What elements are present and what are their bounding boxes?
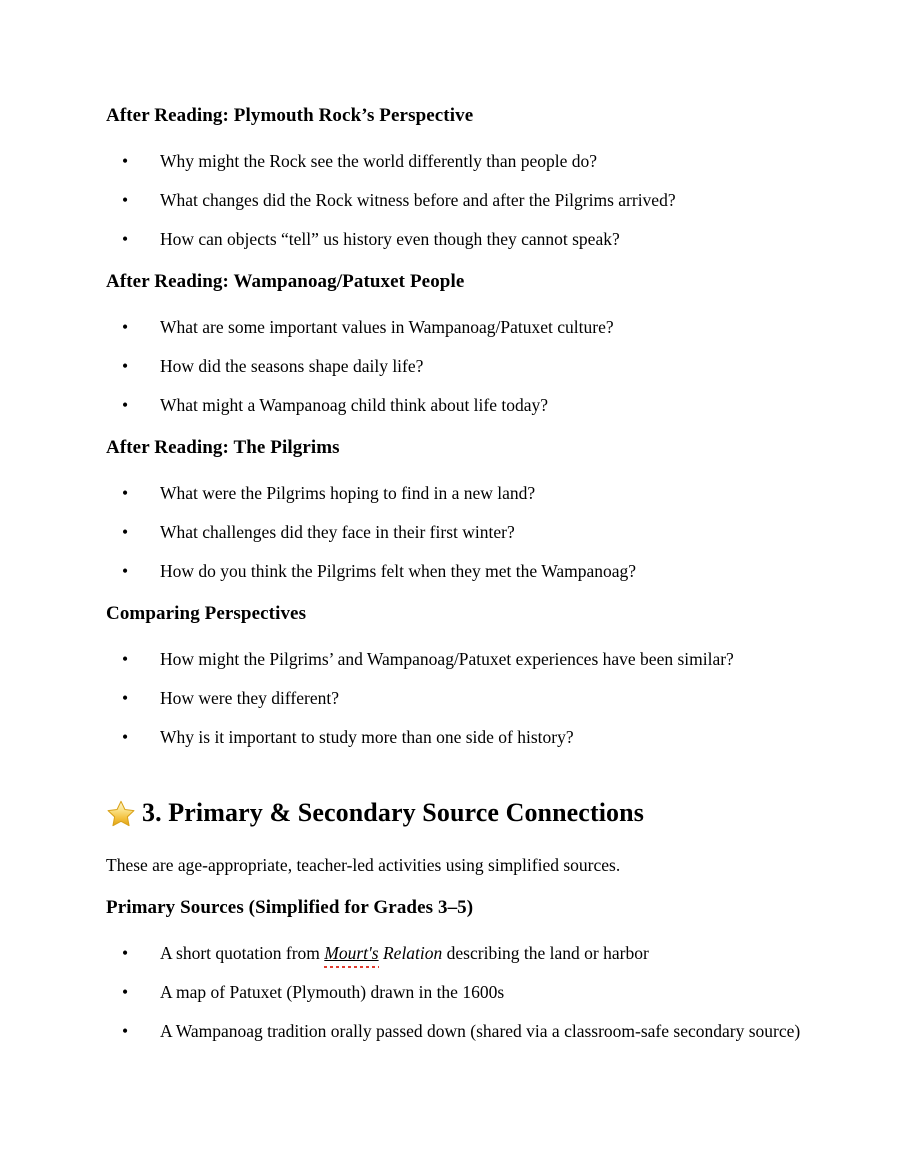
italic-title-continuation: Relation: [378, 943, 443, 963]
spacer: [106, 294, 806, 316]
spacer: [106, 128, 806, 150]
bullet-icon: •: [122, 561, 129, 581]
section-heading-wampanoag-patuxet: After Reading: Wampanoag/Patuxet People: [106, 271, 465, 292]
spacer: [106, 626, 806, 648]
section-heading-comparing-perspectives: Comparing Perspectives: [106, 603, 307, 624]
list-item-lead: A short quotation from: [160, 943, 325, 963]
bullet-icon: •: [122, 688, 129, 708]
document-body: [106, 104, 806, 1042]
list-item: [106, 981, 806, 1003]
list-item: [106, 560, 806, 582]
list-item: [106, 355, 806, 377]
list-item-text: Why is it important to study more than one side of history?: [160, 727, 574, 747]
list-item: [106, 726, 806, 748]
list-item-text: How were they different?: [160, 688, 339, 708]
page-title-primary-secondary-sources: [106, 796, 806, 830]
bullet-icon: •: [122, 727, 129, 747]
list-item: [106, 942, 806, 964]
list-item: [106, 687, 806, 709]
list-item: [106, 394, 806, 416]
bullet-icon: •: [122, 356, 129, 376]
list-item-text: A Wampanoag tradition orally passed down (shared via a classroom-safe secondary source): [160, 1021, 801, 1041]
list-item: [106, 228, 806, 250]
bullet-icon: •: [122, 317, 129, 337]
bullet-icon: •: [122, 395, 129, 415]
list-item-text: How can objects “tell” us history even though they cannot speak?: [160, 229, 620, 249]
list-item-text: What might a Wampanoag child think about life today?: [160, 395, 549, 415]
list-item-text: What are some important values in Wampanoag/Patuxet culture?: [160, 317, 614, 337]
section-heading-the-pilgrims: After Reading: The Pilgrims: [106, 437, 340, 458]
bullet-icon: •: [122, 649, 129, 669]
spacer: [106, 460, 806, 482]
bullet-icon: •: [122, 943, 129, 963]
bullet-icon: •: [122, 190, 129, 210]
section-heading-plymouth-rock: After Reading: Plymouth Rock’s Perspective: [106, 105, 474, 126]
bullet-icon: •: [122, 483, 129, 503]
list-item-text: A map of Patuxet (Plymouth) drawn in the 1600s: [160, 982, 505, 1002]
list-item: [106, 1020, 806, 1042]
intro-paragraph: These are age-appropriate, teacher-led activities using simplified sources.: [106, 855, 621, 875]
bullet-list-primary-sources: [106, 942, 806, 1042]
spacer: [106, 920, 806, 942]
spacer: [106, 250, 806, 270]
bullet-icon: •: [122, 1021, 129, 1041]
list-item-text: What changes did the Rock witness before and after the Pilgrims arrived?: [160, 190, 676, 210]
spacer: [106, 582, 806, 602]
spacer: [106, 416, 806, 436]
bullet-icon: •: [122, 982, 129, 1002]
spacer: [106, 748, 806, 796]
list-item-text: What were the Pilgrims hoping to find in a new land?: [160, 483, 536, 503]
misspelled-word: Mourt's: [324, 943, 379, 963]
bullet-list-the-pilgrims: [106, 482, 806, 582]
page-title-text: 3. Primary & Secondary Source Connections: [142, 798, 644, 827]
list-item: [106, 521, 806, 543]
list-item-text: What challenges did they face in their first winter?: [160, 522, 515, 542]
bullet-list-wampanoag-patuxet: [106, 316, 806, 416]
list-item: [106, 189, 806, 211]
bullet-icon: •: [122, 229, 129, 249]
list-item: [106, 150, 806, 172]
spacer: [106, 830, 806, 854]
list-item: [106, 648, 806, 670]
spacer: [106, 876, 806, 896]
list-item-text: How do you think the Pilgrims felt when they met the Wampanoag?: [160, 561, 637, 581]
list-item: [106, 482, 806, 504]
bullet-list-plymouth-rock: [106, 150, 806, 250]
bullet-icon: •: [122, 522, 129, 542]
list-item-trail: describing the land or harbor: [442, 943, 649, 963]
list-item: [106, 316, 806, 338]
list-item-text: Why might the Rock see the world differently than people do?: [160, 151, 598, 171]
list-item-text: How did the seasons shape daily life?: [160, 356, 424, 376]
section-heading-primary-sources: Primary Sources (Simplified for Grades 3–5): [106, 897, 474, 918]
bullet-icon: •: [122, 151, 129, 171]
list-item-text: How might the Pilgrims’ and Wampanoag/Patuxet experiences have been similar?: [160, 649, 734, 669]
star-icon: [106, 799, 136, 829]
bullet-list-comparing-perspectives: [106, 648, 806, 748]
